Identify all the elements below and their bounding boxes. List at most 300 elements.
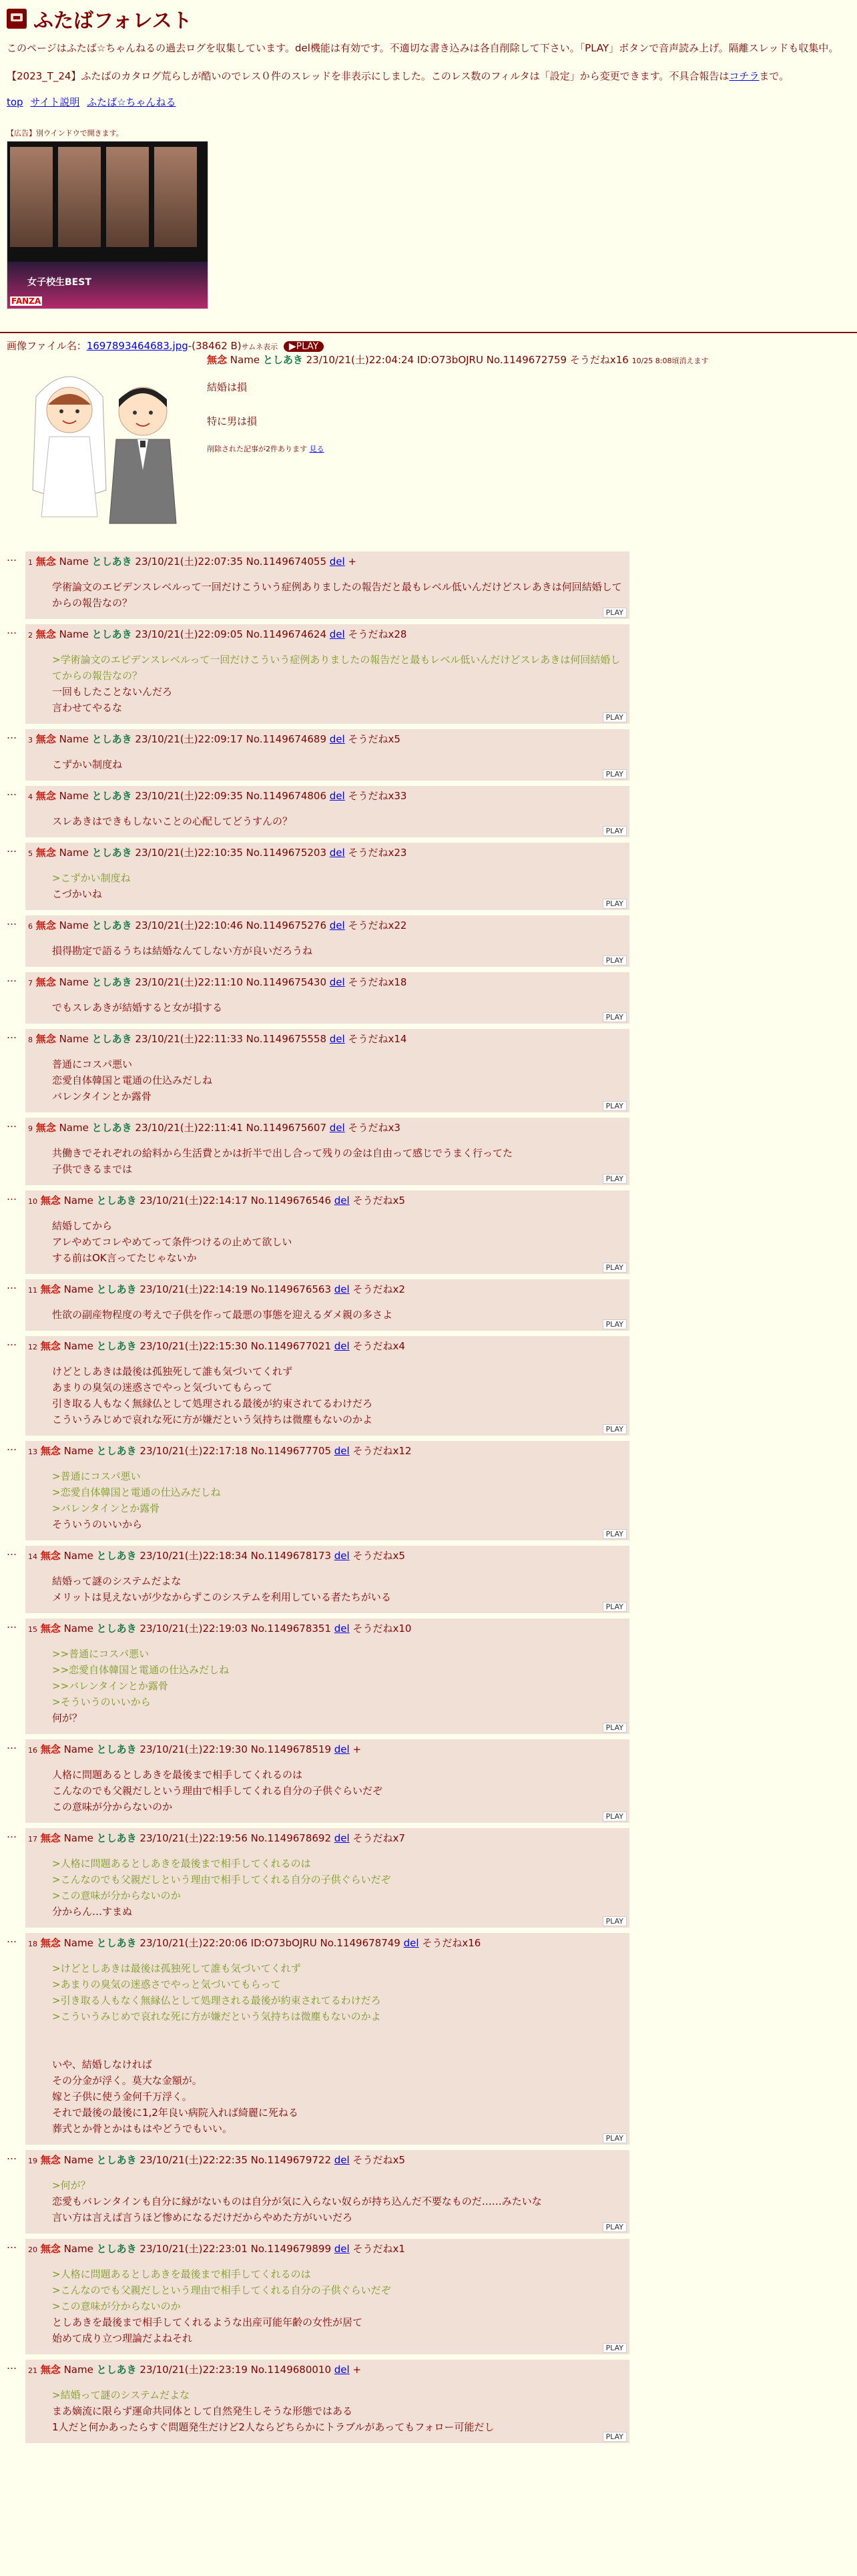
reply-date: 23/10/21(土)22:14:17 [139, 1195, 248, 1207]
comment-line: 人格に問題あるとしあきを最後まで相手してくれるのは [52, 1769, 303, 1781]
del-link[interactable]: del [334, 1743, 350, 1755]
reply-name-label: Name [63, 1445, 93, 1457]
reply-header [28, 1548, 625, 1562]
reply-name-label: Name [63, 1623, 93, 1635]
comment-line: それで最後の最後に1,2年良い病院入れば綺麗に死ねる [52, 2107, 298, 2119]
del-link[interactable]: del [329, 556, 345, 568]
reply-subject: 無念 [35, 847, 56, 859]
reply-row [7, 1546, 850, 1613]
reply-post-number[interactable]: No.1149676546 [250, 1195, 331, 1207]
reply-number: 20 [28, 2245, 37, 2254]
reply-header [28, 1936, 625, 1950]
reply-post-number[interactable]: No.1149674055 [246, 556, 326, 568]
reply-comment [52, 757, 625, 773]
reply-play-button[interactable]: PLAY [603, 826, 627, 836]
del-link[interactable]: del [329, 790, 345, 802]
sodane-button[interactable]: そうだねx28 [348, 628, 407, 640]
sodane-button[interactable]: そうだねx5 [352, 1550, 405, 1562]
ad-logo: FANZA [11, 296, 41, 306]
reply-play-button[interactable]: PLAY [603, 1319, 627, 1329]
reply-dots: … [7, 786, 17, 798]
reply-row [7, 2150, 850, 2233]
op-number[interactable]: No.1149672759 [486, 354, 567, 366]
nav-top-link[interactable]: top [7, 96, 23, 108]
reply-name-label: Name [63, 1832, 93, 1844]
sodane-button[interactable]: そうだねx14 [348, 1033, 407, 1045]
reply-post-number[interactable]: No.1149677021 [250, 1340, 331, 1352]
quote-line: >この意味が分からないのか [52, 2300, 181, 2312]
show-deleted-link[interactable]: 見る [309, 444, 324, 453]
sodane-button[interactable]: そうだねx33 [348, 790, 407, 802]
quote-line: >けどとしあきは最後は孤独死して誰も気づいてくれず [52, 1962, 301, 1974]
nav-about-link[interactable]: サイト説明 [30, 96, 80, 108]
reply-header [28, 2241, 625, 2256]
thumb-note: サムネ表示 [241, 343, 278, 351]
sodane-button[interactable]: そうだねx5 [352, 2154, 405, 2166]
reply-date: 23/10/21(土)22:09:17 [135, 733, 243, 745]
deleted-note-text: 削除された記事が2件あります [207, 444, 307, 453]
reply-header [28, 554, 625, 568]
reply-header [28, 1621, 625, 1635]
del-link[interactable]: del [329, 1033, 345, 1045]
reply-date: 23/10/21(土)22:14:19 [139, 1283, 248, 1295]
reply-name-label: Name [59, 919, 89, 931]
reply-poster: としあき [96, 1623, 137, 1635]
reply-header [28, 975, 625, 989]
reply-comment [52, 1646, 625, 1726]
reply-post-number[interactable]: No.1149679899 [250, 2243, 331, 2255]
reply-post-number[interactable]: No.1149678692 [250, 1832, 331, 1844]
reply-post [25, 1619, 629, 1734]
comment-line: メリットは見えないが少なからずこのシステムを利用している者たちがいる [52, 1591, 391, 1603]
del-link[interactable]: del [329, 847, 345, 859]
reply-comment [52, 813, 625, 829]
del-link[interactable]: del [329, 976, 345, 988]
del-link[interactable]: del [334, 1623, 350, 1635]
comment-line: バレンタインとか露骨 [52, 1090, 152, 1102]
reply-play-button[interactable]: PLAY [603, 1263, 627, 1273]
reply-post [25, 729, 629, 781]
quote-line: >引き取る人もなく無縁仏として処理される最後が約束されてるわけだろ [52, 1994, 381, 2006]
del-link[interactable]: del [334, 1550, 350, 1562]
reply-subject: 無念 [40, 1937, 61, 1949]
quote-line: >そういうのいいから [52, 1696, 151, 1708]
site-header [7, 4, 850, 33]
reply-subject: 無念 [40, 1623, 61, 1635]
reply-name-label: Name [63, 2364, 93, 2376]
del-link[interactable]: del [329, 733, 345, 745]
reply-row [7, 552, 850, 619]
reply-dots: … [7, 915, 17, 927]
reply-row [7, 2360, 850, 2443]
reply-date: 23/10/21(土)22:09:05 [135, 628, 243, 640]
reply-header [28, 1831, 625, 1845]
reply-comment [52, 2387, 625, 2435]
reply-post-number[interactable]: No.1149679722 [250, 2154, 331, 2166]
reply-header [28, 845, 625, 859]
quote-line: >恋愛自体韓国と電通の仕込みだしね [52, 1486, 221, 1498]
reply-header [28, 789, 625, 803]
ad-banner[interactable] [7, 141, 208, 309]
reply-poster: としあき [91, 733, 132, 745]
reply-post-number[interactable]: No.1149675558 [246, 1033, 326, 1045]
quote-line: >結婚って謎のシステムだよな [52, 2389, 190, 2401]
reply-name-label: Name [59, 556, 89, 568]
ad-caption: 女子校生BEST [27, 277, 91, 288]
reply-play-button[interactable]: PLAY [603, 2343, 627, 2353]
del-link[interactable]: del [334, 1283, 350, 1295]
reply-comment [52, 1000, 625, 1016]
reply-name-label: Name [63, 2243, 93, 2255]
reply-post-number[interactable]: No.1149674806 [246, 790, 326, 802]
reply-post [25, 624, 629, 724]
del-link[interactable]: del [334, 2364, 350, 2376]
reply-post [25, 1828, 629, 1928]
comment-line: 言い方は言えば言うほど惨めになるだけだからやめた方がいいだろ [52, 2211, 353, 2223]
comment-line: けどとしあきは最後は孤独死して誰も気づいてくれず [52, 1365, 293, 1377]
reply-comment [52, 870, 625, 902]
reply-post [25, 1118, 629, 1185]
reply-date: 23/10/21(土)22:19:03 [139, 1623, 248, 1635]
comment-line: いや、結婚しなければ [52, 2059, 152, 2071]
sodane-button[interactable]: そうだねx5 [352, 1195, 405, 1207]
op-play-button[interactable]: ▶PLAY [284, 341, 324, 352]
reply-date: 23/10/21(土)22:10:46 [135, 919, 243, 931]
reply-row [7, 1828, 850, 1928]
reply-header [28, 1032, 625, 1046]
comment-line: でもスレあきが結婚すると女が損する [52, 1002, 223, 1014]
reply-number: 9 [28, 1124, 33, 1133]
sodane-button[interactable]: そうだねx3 [348, 1122, 400, 1134]
comment-line: こういうみじめで哀れな死に方が嫌だという気持ちは微塵もないのかよ [52, 1414, 373, 1426]
file-link[interactable]: 1697893464683.jpg [86, 340, 188, 352]
reply-post [25, 1441, 629, 1540]
sodane-button[interactable]: そうだねx7 [352, 1832, 405, 1844]
quote-line: >こんなのでも父親だしという理由で相手してくれる自分の子供ぐらいだぞ [52, 2284, 391, 2296]
reply-poster: としあき [91, 556, 132, 568]
reply-row [7, 915, 850, 967]
reply-post [25, 1029, 629, 1112]
reply-dots: … [7, 1739, 17, 1751]
op-post [7, 353, 850, 546]
reply-number: 3 [28, 736, 33, 744]
reply-date: 23/10/21(土)22:20:06 [139, 1937, 248, 1949]
sodane-button[interactable]: そうだねx12 [352, 1445, 412, 1457]
reply-play-button[interactable]: PLAY [603, 1811, 627, 1821]
nav-futaba-link[interactable]: ふたば☆ちゃんねる [87, 96, 176, 108]
sodane-button[interactable]: そうだねx2 [352, 1283, 405, 1295]
reply-row [7, 1441, 850, 1540]
reply-comment [52, 1056, 625, 1104]
reply-date: 23/10/21(土)22:09:35 [135, 790, 243, 802]
reply-play-button[interactable]: PLAY [603, 1529, 627, 1539]
bride-and-groom-illustration[interactable] [23, 357, 196, 530]
reply-dots: … [7, 1118, 17, 1130]
reply-play-button[interactable]: PLAY [603, 769, 627, 779]
reply-name-label: Name [63, 1550, 93, 1562]
reply-list [7, 552, 850, 2443]
site-logo-icon[interactable] [7, 9, 27, 29]
reply-dots: … [7, 624, 17, 636]
sodane-button[interactable]: そうだねx16 [422, 1937, 481, 1949]
reply-play-button[interactable]: PLAY [603, 1602, 627, 1612]
reply-subject: 無念 [35, 1033, 56, 1045]
quote-line: >人格に問題あるとしあきを最後まで相手してくれるのは [52, 1858, 311, 1870]
reply-post [25, 2239, 629, 2354]
reply-play-button[interactable]: PLAY [603, 1723, 627, 1733]
reply-post [25, 1933, 629, 2145]
sodane-button[interactable]: そうだねx23 [348, 847, 407, 859]
reply-subject: 無念 [40, 1743, 61, 1755]
reply-number: 15 [28, 1625, 37, 1634]
file-size: -(38462 B) [188, 340, 242, 352]
del-link[interactable]: del [334, 1195, 350, 1207]
reply-poster: としあき [96, 1340, 137, 1352]
reply-comment [52, 1468, 625, 1532]
sodane-button[interactable]: そうだねx18 [348, 976, 407, 988]
intro-paragraph-1: このページはふたば☆ちゃんねるの過去ログを収集しています。del機能は有効です。不適切な書き込みは各自削除して下さい。「PLAY」ボタンで音声読み上げ。隔離スレッドも収集中。 [7, 42, 839, 54]
ad-note: 【広告】別ウインドウで開きます。 [7, 129, 123, 138]
reply-poster: としあき [91, 1122, 132, 1134]
reply-subject: 無念 [40, 2154, 61, 2166]
reply-dots: … [7, 1619, 17, 1631]
reply-poster: としあき [96, 2243, 137, 2255]
reply-date: 23/10/21(土)22:23:01 [139, 2243, 248, 2255]
intro-paragraph-2 [7, 68, 850, 84]
comment-line: 恋愛自体韓国と電通の仕込みだしね [52, 1074, 213, 1086]
reply-dots: … [7, 1029, 17, 1041]
del-link[interactable]: del [334, 2243, 350, 2255]
sodane-button[interactable]: + [352, 1743, 362, 1755]
reply-post-number[interactable]: No.1149675430 [246, 976, 326, 988]
reply-post-number[interactable]: No.1149678749 [320, 1937, 400, 1949]
comment-line: こづかいね [52, 888, 102, 900]
reply-dots: … [7, 1933, 17, 1945]
reply-play-button[interactable]: PLAY [603, 955, 627, 965]
quote-line: >何が？ [52, 2179, 91, 2191]
reply-post [25, 1546, 629, 1613]
comment-line: 普通にコスパ悪い [52, 1058, 133, 1070]
reply-comment [52, 1573, 625, 1605]
reply-comment [52, 1363, 625, 1428]
reply-name-label: Name [63, 2154, 93, 2166]
reply-subject: 無念 [35, 628, 56, 640]
reply-row [7, 729, 850, 781]
reply-post-number[interactable]: No.1149678173 [250, 1550, 331, 1562]
reply-number: 16 [28, 1746, 37, 1755]
reply-subject: 無念 [40, 1195, 61, 1207]
reply-play-button[interactable]: PLAY [603, 712, 627, 722]
del-link[interactable]: del [329, 1122, 345, 1134]
reply-comment [52, 1960, 625, 2137]
reply-play-button[interactable]: PLAY [603, 2222, 627, 2232]
del-link[interactable]: del [334, 2154, 350, 2166]
reply-name-label: Name [63, 1340, 93, 1352]
reply-play-button[interactable]: PLAY [603, 608, 627, 618]
del-link[interactable]: del [329, 628, 345, 640]
reply-post-number[interactable]: No.1149676563 [250, 1283, 331, 1295]
reply-post [25, 786, 629, 837]
comment-line: まあ嫡流に限らず運命共同体として自然発生しそうな形態ではある [52, 2405, 353, 2417]
reply-header [28, 1120, 625, 1134]
reply-number: 5 [28, 849, 33, 858]
reply-play-button[interactable]: PLAY [603, 1916, 627, 1926]
reply-comment [52, 1856, 625, 1920]
comment-line [52, 2041, 625, 2057]
reply-number: 10 [28, 1197, 37, 1206]
reply-play-button[interactable]: PLAY [603, 2133, 627, 2143]
reply-number: 8 [28, 1036, 33, 1044]
report-link[interactable]: コチラ [729, 70, 760, 82]
op-play-label: PLAY [296, 341, 319, 352]
comment-line: 恋愛もバレンタインも自分に縁がないものは自分が気に入らない奴らが持ち込んだ不要なものだ……みたいな [52, 2195, 542, 2207]
comment-line: あまりの臭気の迷惑さでやっと気づいてもらって [52, 1381, 273, 1393]
comment-line: 何が？ [52, 1712, 83, 1724]
reply-row [7, 1739, 850, 1823]
reply-post-number[interactable]: No.1149674624 [246, 628, 326, 640]
sodane-button[interactable]: そうだねx4 [352, 1340, 405, 1352]
reply-number: 1 [28, 558, 33, 567]
quote-line: >こずかい制度ね [52, 872, 131, 884]
reply-date: 23/10/21(土)22:17:18 [139, 1445, 248, 1457]
reply-row [7, 1933, 850, 2145]
quote-line: >人格に問題あるとしあきを最後まで相手してくれるのは [52, 2268, 311, 2280]
comment-line: 一回もしたことないんだろ [52, 686, 173, 698]
reply-header [28, 1742, 625, 1756]
comment-line: こんなのでも父親だしという理由で相手してくれる自分の子供ぐらいだぞ [52, 1785, 383, 1797]
sodane-button[interactable]: + [348, 556, 357, 568]
reply-dots: … [7, 552, 17, 564]
reply-header [28, 1444, 625, 1458]
quote-line: >>バレンタインとか露骨 [52, 1680, 168, 1692]
reply-date: 23/10/21(土)22:18:34 [139, 1550, 248, 1562]
op-line: 特に男は損 [207, 415, 258, 428]
reply-play-button[interactable]: PLAY [603, 1424, 627, 1434]
reply-poster: としあき [96, 1283, 137, 1295]
reply-row [7, 1619, 850, 1734]
reply-number: 12 [28, 1343, 37, 1351]
op-sodane[interactable]: そうだねx16 [569, 354, 629, 366]
reply-header [28, 1282, 625, 1296]
reply-poster: としあき [96, 1743, 137, 1755]
reply-name-label: Name [59, 733, 89, 745]
quote-line: >バレンタインとか露骨 [52, 1502, 160, 1514]
reply-post-number[interactable]: No.1149675276 [246, 919, 326, 931]
reply-header [28, 1339, 625, 1353]
del-link[interactable]: del [334, 1445, 350, 1457]
reply-post [25, 1191, 629, 1274]
reply-dots: … [7, 2239, 17, 2251]
reply-name-label: Name [59, 1122, 89, 1134]
reply-name-label: Name [63, 1937, 93, 1949]
sodane-button[interactable]: そうだねx22 [348, 919, 407, 931]
reply-name-label: Name [59, 847, 89, 859]
reply-subject: 無念 [35, 1122, 56, 1134]
reply-number: 14 [28, 1552, 37, 1561]
ad-image-2 [58, 147, 101, 247]
reply-subject: 無念 [35, 919, 56, 931]
sodane-button[interactable]: + [352, 2364, 362, 2376]
del-link[interactable]: del [334, 1340, 350, 1352]
nav-links [7, 95, 850, 109]
reply-name-label: Name [63, 1283, 93, 1295]
intro-suffix: まで。 [759, 70, 790, 82]
reply-row [7, 624, 850, 724]
reply-post [25, 915, 629, 967]
comment-line: 1人だと何かあったらすぐ問題発生だけど2人ならどちらかにトラブルがあってもフォロー可能だし [52, 2421, 495, 2433]
reply-number: 13 [28, 1448, 37, 1456]
reply-dots: … [7, 843, 17, 855]
reply-play-button[interactable]: PLAY [603, 1174, 627, 1184]
reply-date: 23/10/21(土)22:22:35 [139, 2154, 248, 2166]
del-link[interactable]: del [334, 1832, 350, 1844]
quote-line: >>普通にコスパ悪い [52, 1648, 150, 1660]
quote-line: >あまりの臭気の迷惑さでやっと気づいてもらって [52, 1978, 281, 1990]
reply-play-button[interactable]: PLAY [603, 1101, 627, 1111]
reply-subject: 無念 [40, 2364, 61, 2376]
reply-header [28, 2362, 625, 2376]
del-link[interactable]: del [403, 1937, 419, 1949]
comment-line: アレやめてコレやめてって条件つけるの止めて欲しい [52, 1236, 292, 1248]
reply-poster: としあき [91, 919, 132, 931]
op-name-label: Name [230, 354, 260, 366]
reply-poster: としあき [91, 790, 132, 802]
reply-number: 4 [28, 793, 33, 801]
reply-subject: 無念 [35, 790, 56, 802]
sodane-button[interactable]: そうだねx10 [352, 1623, 412, 1635]
comment-line: こずかい制度ね [52, 759, 123, 771]
reply-play-button[interactable]: PLAY [603, 899, 627, 909]
reply-poster: としあき [96, 1445, 137, 1457]
sodane-button[interactable]: そうだねx1 [352, 2243, 405, 2255]
reply-comment [52, 1767, 625, 1815]
reply-post-number[interactable]: No.1149675607 [246, 1122, 326, 1134]
reply-post-number[interactable]: No.1149675203 [246, 847, 326, 859]
reply-number: 7 [28, 979, 33, 988]
reply-dots: … [7, 1279, 17, 1291]
reply-dots: … [7, 1336, 17, 1348]
reply-comment [52, 1145, 625, 1177]
reply-poster: としあき [91, 976, 132, 988]
sodane-button[interactable]: そうだねx5 [348, 733, 400, 745]
quote-line: >>恋愛自体韓国と電通の仕込みだしね [52, 1664, 230, 1676]
reply-post-number[interactable]: No.1149678351 [250, 1623, 331, 1635]
reply-number: 21 [28, 2366, 37, 2375]
reply-number: 2 [28, 631, 33, 640]
reply-poster: としあき [91, 847, 132, 859]
op-date: 23/10/21(土)22:04:24 [306, 354, 414, 366]
reply-post-number[interactable]: No.1149678519 [250, 1743, 331, 1755]
reply-post-number[interactable]: No.1149677705 [250, 1445, 331, 1457]
reply-comment [52, 2177, 625, 2225]
reply-play-button[interactable]: PLAY [603, 1012, 627, 1022]
quote-line: >普通にコスパ悪い [52, 1470, 141, 1482]
ad-image-4 [154, 147, 197, 247]
reply-comment [52, 579, 625, 611]
reply-date: 23/10/21(土)22:15:30 [139, 1340, 248, 1352]
op-comment [207, 380, 709, 455]
del-link[interactable]: del [329, 919, 345, 931]
reply-post-number[interactable]: No.1149680010 [250, 2364, 331, 2376]
reply-row [7, 1336, 850, 1436]
reply-subject: 無念 [40, 2243, 61, 2255]
comment-line: 言わせてやるな [52, 702, 123, 714]
reply-post-number[interactable]: No.1149674689 [246, 733, 326, 745]
reply-row [7, 843, 850, 910]
reply-subject: 無念 [40, 1832, 61, 1844]
reply-play-button[interactable]: PLAY [603, 2432, 627, 2442]
reply-date: 23/10/21(土)22:07:35 [135, 556, 243, 568]
